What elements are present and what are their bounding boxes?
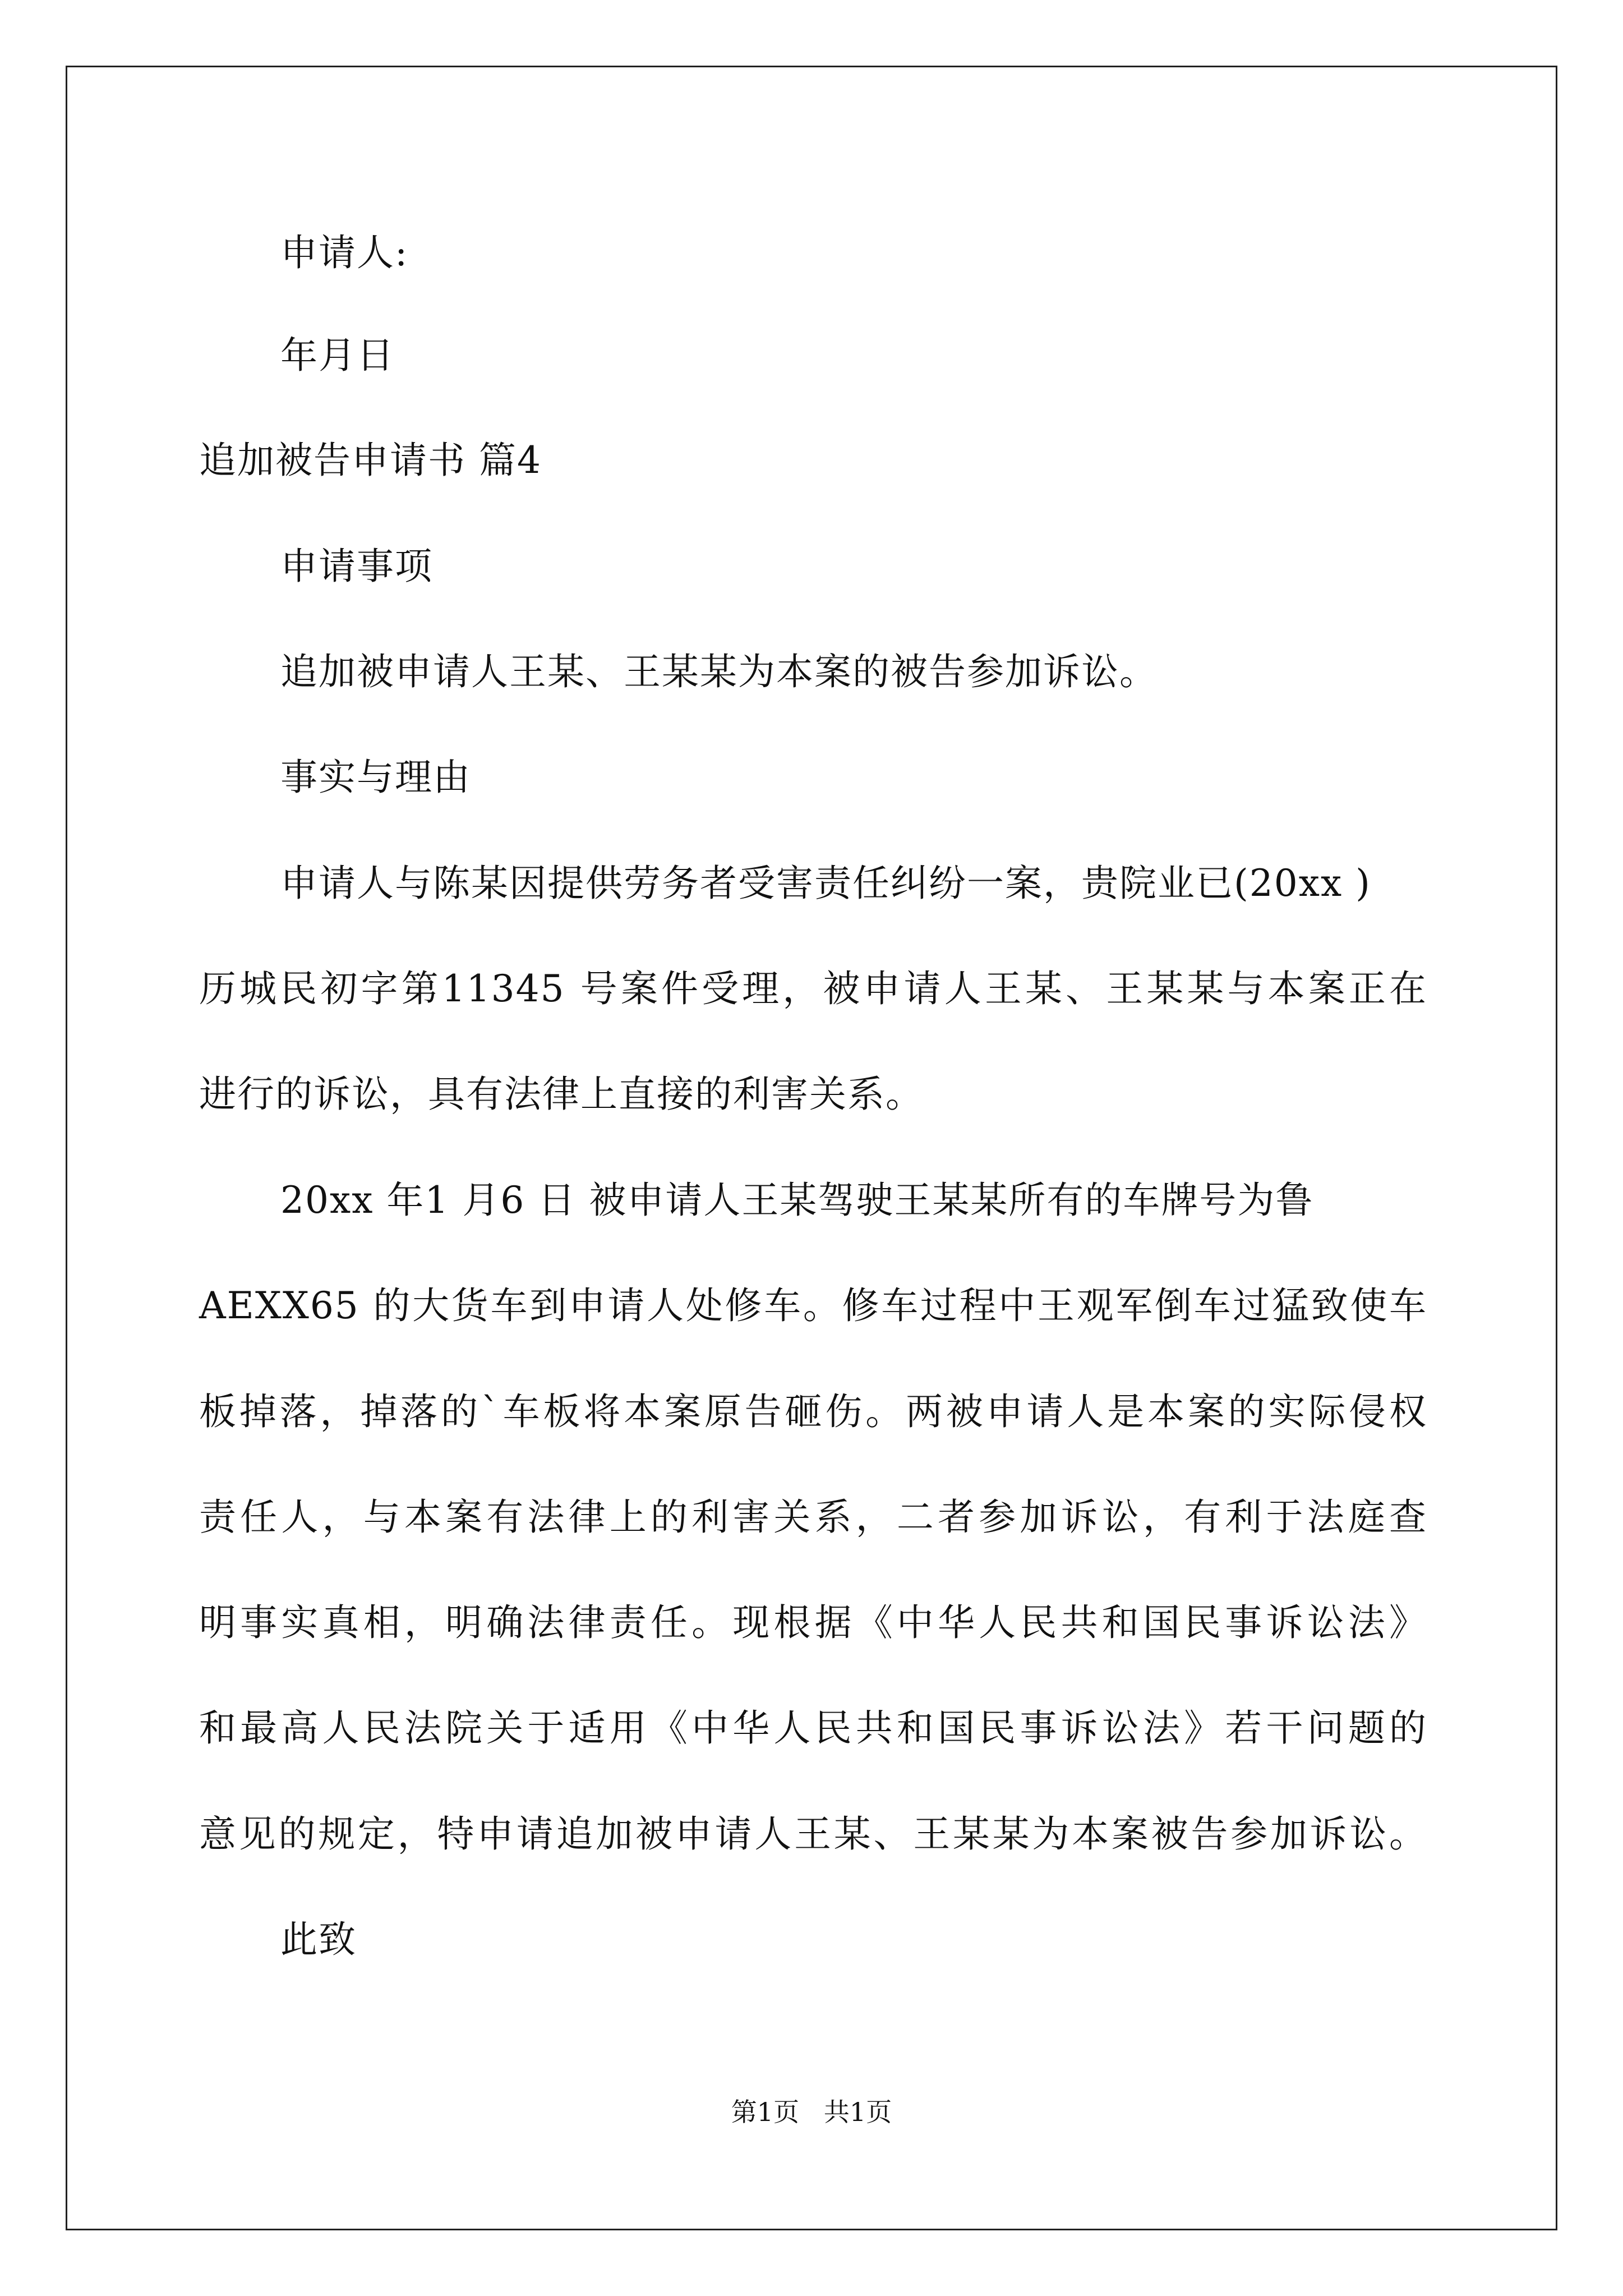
paragraph-2-line-4: 责任人，与本案有法律上的利害关系，二者参加诉讼，有利于法庭查 [199, 1496, 1427, 1539]
paragraph-1-line-3: 进行的诉讼，具有法律上直接的利害关系。 [199, 1073, 924, 1116]
paragraph-2-line-1: 20xx 年1 月6 日 被申请人王某驾驶王某某所有的车牌号为鲁 [280, 1179, 1314, 1222]
page-number-footer: 第1页 共1页 [731, 2097, 892, 2127]
section-heading: 追加被告申请书 篇4 [199, 439, 542, 482]
closing-salutation: 此致 [280, 1918, 357, 1961]
paragraph-2-line-6: 和最高人民法院关于适用《中华人民共和国民事诉讼法》若干问题的 [199, 1706, 1427, 1750]
date-label: 年月日 [280, 334, 395, 377]
page-border [66, 66, 1557, 2230]
request-items-body: 追加被申请人王某、王某某为本案的被告参加诉讼。 [280, 650, 1158, 693]
applicant-label: 申请人: [280, 231, 409, 274]
request-items-heading: 申请事项 [280, 545, 433, 588]
paragraph-2-line-2: AEXX65 的大货车到申请人处修车。修车过程中王观军倒车过猛致使车 [199, 1284, 1427, 1327]
paragraph-2-line-3: 板掉落，掉落的`车板将本案原告砸伤。两被申请人是本案的实际侵权 [199, 1390, 1427, 1433]
paragraph-1-line-2: 历城民初字第11345 号案件受理，被申请人王某、王某某与本案正在 [199, 967, 1427, 1010]
paragraph-2-line-5: 明事实真相，明确法律责任。现根据《中华人民共和国民事诉讼法》 [199, 1601, 1427, 1644]
paragraph-1-line-1: 申请人与陈某因提供劳务者受害责任纠纷一案，贵院业已(20xx ) [280, 862, 1371, 905]
paragraph-2-line-7: 意见的规定，特申请追加被申请人王某、王某某为本案被告参加诉讼。 [199, 1812, 1427, 1856]
facts-reasons-heading: 事实与理由 [280, 756, 471, 799]
